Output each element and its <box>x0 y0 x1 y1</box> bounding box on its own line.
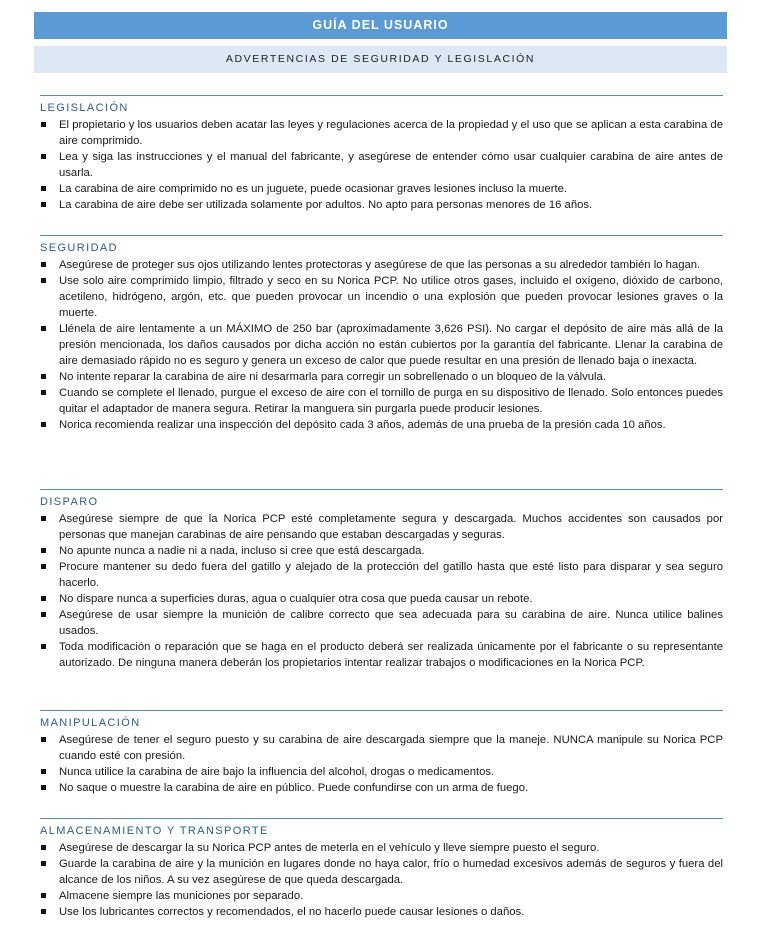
list-item: Asegúrese siempre de que la Norica PCP esté completamente segura y descargada. Muchos accidentes son causados por personas que manejan carabinas de aire pensando que estaban descargadas y seguras. <box>40 511 723 543</box>
list-item: Asegúrese de descargar la su Norica PCP antes de meterla en el vehículo y lleve siempre puesto el seguro. <box>40 840 723 856</box>
section-seguridad <box>40 235 723 433</box>
section-almacenamiento <box>40 818 723 920</box>
document-subtitle: ADVERTENCIAS DE SEGURIDAD Y LEGISLACIÓN <box>34 46 727 73</box>
list-item: No saque o muestre la carabina de aire en público. Puede confundirse con un arma de fuego. <box>40 780 723 796</box>
section-manipulacion <box>40 710 723 796</box>
list-item: Almacene siempre las municiones por separado. <box>40 888 723 904</box>
list-item: Cuando se complete el llenado, purgue el exceso de aire con el tornillo de purga en su dispositivo de llenado. Solo entonces puedes quitar el adaptador de manera segura. Retirar la manguera sin purgarla puede producir lesiones. <box>40 385 723 417</box>
section-heading: ALMACENAMIENTO Y TRANSPORTE <box>40 825 269 837</box>
section-heading: SEGURIDAD <box>40 242 118 254</box>
list-item: Lea y siga las instrucciones y el manual del fabricante, y asegúrese de entender cómo usar cualquier carabina de aire antes de usarla. <box>40 149 723 181</box>
list-item: No dispare nunca a superficies duras, agua o cualquier otra cosa que pueda causar un rebote. <box>40 591 723 607</box>
bullet-list <box>40 732 723 796</box>
bullet-list <box>40 257 723 433</box>
list-item: Llénela de aire lentamente a un MÁXIMO de 250 bar (aproximadamente 3,626 PSI). No cargar el depósito de aire más allá de la presión mencionada, los daños causados por dicha acción no están cubiertos por la garantía del fabricante. Llenar la carabina de aire demasiado rápido no es seguro y genera un exceso de calor que puede resultar en una presión de llenado baja o inexacta. <box>40 321 723 369</box>
bullet-list <box>40 840 723 920</box>
bullet-list <box>40 117 723 213</box>
list-item: La carabina de aire debe ser utilizada solamente por adultos. No apto para personas menores de 16 años. <box>40 197 723 213</box>
document-title: GUÍA DEL USUARIO <box>34 12 727 39</box>
list-item: La carabina de aire comprimido no es un juguete, puede ocasionar graves lesiones incluso la muerte. <box>40 181 723 197</box>
list-item: Nunca utilice la carabina de aire bajo la influencia del alcohol, drogas o medicamentos. <box>40 764 723 780</box>
list-item: Procure mantener su dedo fuera del gatillo y alejado de la protección del gatillo hasta que esté listo para disparar y sea seguro hacerlo. <box>40 559 723 591</box>
list-item: Asegúrese de proteger sus ojos utilizando lentes protectoras y asegúrese de que las personas a su alrededor también lo hagan. <box>40 257 723 273</box>
section-heading: DISPARO <box>40 496 99 508</box>
list-item: No apunte nunca a nadie ni a nada, incluso si cree que está descargada. <box>40 543 723 559</box>
list-item: Use los lubricantes correctos y recomendados, el no hacerlo puede causar lesiones o daños. <box>40 904 723 920</box>
list-item: Guarde la carabina de aire y la munición en lugares donde no haya calor, frío o humedad excesivos además de seguros y fuera del alcance de los niños. A su vez asegúrese de que queda descargada. <box>40 856 723 888</box>
list-item: Toda modificación o reparación que se haga en el producto deberá ser realizada únicamente por el fabricante o su representante autorizado. De ninguna manera deberán los propietarios intentar realizar trabajos o modificaciones en la Norica PCP. <box>40 639 723 671</box>
list-item: No intente reparar la carabina de aire ni desarmarla para corregir un sobrellenado o un bloqueo de la válvula. <box>40 369 723 385</box>
bullet-list <box>40 511 723 671</box>
list-item: El propietario y los usuarios deben acatar las leyes y regulaciones acerca de la propiedad y el uso que se aplican a esta carabina de aire comprimido. <box>40 117 723 149</box>
section-heading: LEGISLACIÓN <box>40 102 129 114</box>
list-item: Norica recomienda realizar una inspección del depósito cada 3 años, además de una prueba de la presión cada 10 años. <box>40 417 723 433</box>
section-heading: MANIPULACIÓN <box>40 717 141 729</box>
section-legislacion <box>40 95 723 213</box>
section-disparo <box>40 489 723 671</box>
list-item: Asegúrese de tener el seguro puesto y su carabina de aire descargada siempre que la maneje. NUNCA manipule su Norica PCP cuando esté con presión. <box>40 732 723 764</box>
list-item: Use solo aire comprimido limpio, filtrado y seco en su Norica PCP. No utilice otros gases, incluido el oxígeno, dióxido de carbono, acetileno, hidrógeno, argón, etc. que pueden provocar un incendio o una explosión que pueden provocar lesiones graves o la muerte. <box>40 273 723 321</box>
list-item: Asegúrese de usar siempre la munición de calibre correcto que sea adecuada para su carabina de aire. Nunca utilice balines usados. <box>40 607 723 639</box>
